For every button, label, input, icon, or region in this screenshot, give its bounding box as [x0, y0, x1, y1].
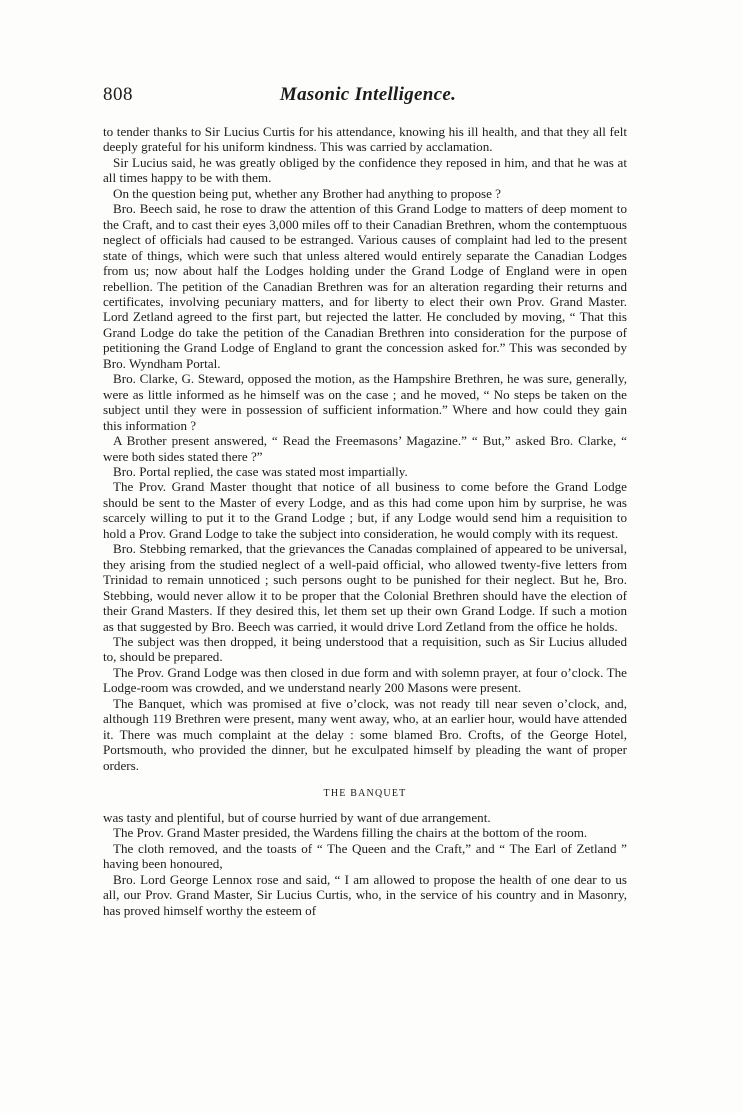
paragraph: The Prov. Grand Master presided, the Wardens filling the chairs at the bottom of the room.	[113, 825, 588, 841]
running-title: Masonic Intelligence.	[279, 84, 457, 105]
paragraph: Bro. Lord George Lennox rose and said, “ I am allowed to propose the health of one dear to us all, our Prov. Grand Master, Sir Lucius Curtis, who, in the service of his country and in Masonry, has proved himself worthy the esteem of	[103, 871, 627, 918]
page-header	[103, 84, 633, 114]
paragraph: A Brother present answered, “ Read the Freemasons’ Magazine.” “ But,” asked Bro. Clarke, “ were both sides stated there ?”	[103, 433, 627, 464]
paragraph-group-after	[103, 810, 627, 918]
paragraph: Bro. Clarke, G. Steward, opposed the motion, as the Hampshire Brethren, he was sure, generally, were as little informed as he himself was on the case ; and he moved, “ No steps be taken on the subject until they were in possession of sufficient information.” Where and how could they gain this information ?	[103, 371, 627, 433]
paragraph: was tasty and plentiful, but of course hurried by want of due arrangement.	[103, 810, 491, 826]
article-body	[103, 124, 627, 918]
paragraph: The cloth removed, and the toasts of “ The Queen and the Craft,” and “ The Earl of Zetland ” having been honoured,	[103, 840, 627, 872]
paragraph: The subject was then dropped, it being understood that a requisition, such as Sir Lucius alluded to, should be prepared.	[103, 633, 627, 665]
section-heading: THE BANQUET	[323, 788, 407, 800]
paragraph: Bro. Portal replied, the case was stated most impartially.	[113, 463, 408, 479]
paragraph: Sir Lucius said, he was greatly obliged by the confidence they reposed in him, and that he was at all times happy to be with them.	[103, 154, 627, 186]
page-number: 808	[103, 84, 133, 105]
paragraph: The Prov. Grand Lodge was then closed in due form and with solemn prayer, at four o’clock. The Lodge-room was crowded, and we understand nearly 200 Masons were present.	[103, 664, 627, 696]
paragraph: The Prov. Grand Master thought that notice of all business to come before the Grand Lodge should be sent to the Master of every Lodge, and as this had come upon him by surprise, he was scarcely willing to put it to the Grand Lodge ; but, if any Lodge would send him a requisition to hold a Prov. Grand Lodge to take the subject into consideration, he would comply with its request.	[103, 479, 627, 541]
paragraph: The Banquet, which was promised at five o’clock, was not ready till near seven o’clock, and, although 119 Brethren were present, many went away, who, at an earlier hour, would have attended it. There was much complaint at the delay : some blamed Bro. Crofts, of the George Hotel, Portsmouth, who provided the dinner, but he exculpated himself by pleading the want of proper orders.	[103, 695, 627, 773]
paragraph: to tender thanks to Sir Lucius Curtis for his attendance, knowing his ill health, and that they all felt deeply grateful for his uniform kindness. This was carried by acclamation.	[103, 124, 627, 155]
paragraph-group-before	[103, 124, 627, 773]
paragraph: On the question being put, whether any Brother had anything to propose ?	[113, 185, 501, 201]
paragraph: Bro. Beech said, he rose to draw the attention of this Grand Lodge to matters of deep moment to the Craft, and to cast their eyes 3,000 miles off to their Canadian Brethren, whom the contemptuous neglect of officials had caused to be estranged. Various causes of complaint had led to the present state of things, which were such that unless altered would entirely separate the Canadian Lodges from us; now about half the Lodges holding under the Grand Lodge of England were in open rebellion. The petition of the Canadian Brethren was for an alteration regarding their returns and certificates, involving pecuniary matters, and for liberty to elect their own Prov. Grand Master. Lord Zetland agreed to the first part, but rejected the latter. He concluded by moving, “ That this Grand Lodge do take the petition of the Canadian Brethren into consideration for the purpose of petitioning the Grand Lodge of England to grant the concession asked for.” This was seconded by Bro. Wyndham Portal.	[103, 201, 627, 371]
paragraph: Bro. Stebbing remarked, that the grievances the Canadas complained of appeared to be universal, they arising from the studied neglect of a well-paid official, who allowed twenty-five letters from Trinidad to remain unnoticed ; such persons ought to be punished for their neglect. But he, Bro. Stebbing, would never allow it to be proper that the Colonial Brethren should have the election of their Grand Masters. If they desired this, let them set up their own Grand Lodge. If such a motion as that suggested by Bro. Beech was carried, it would drive Lord Zetland from the office he holds.	[103, 541, 627, 634]
